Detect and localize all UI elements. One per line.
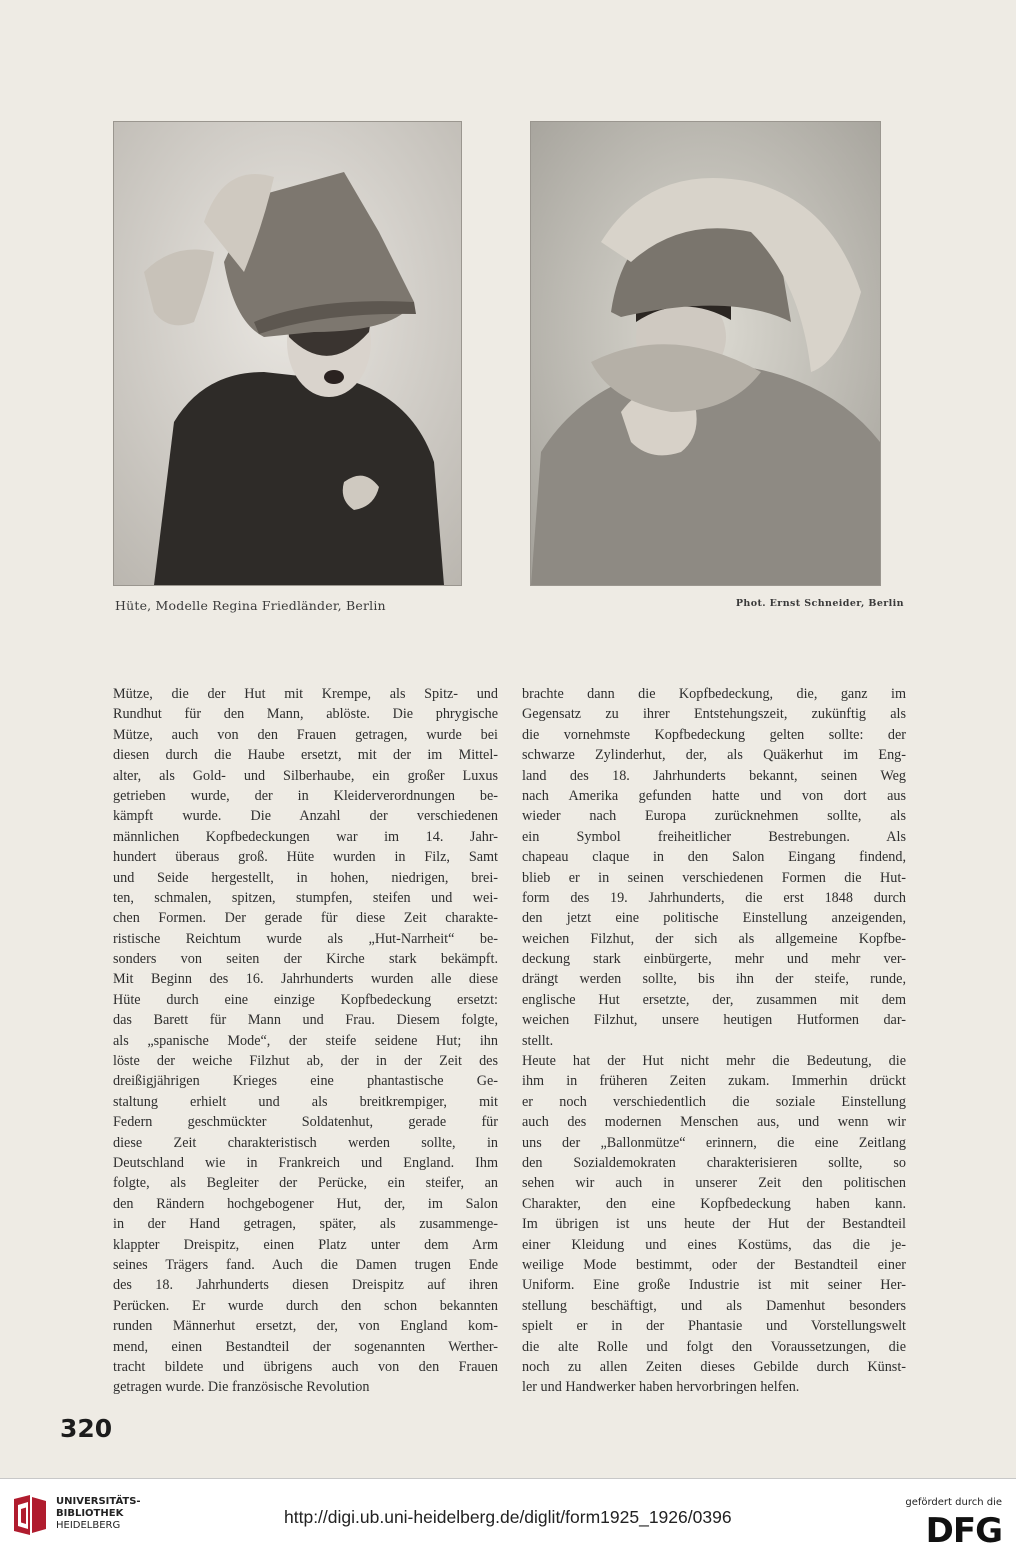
text-line: den Sozialdemokraten charakterisieren sollte, so	[522, 1154, 906, 1171]
text-line: weichen Filzhut, unsere heutigen Hutformen dar-	[522, 1012, 906, 1029]
text-line: uns der „Ballonmütze“ erinnern, die eine Zeitlang	[522, 1134, 906, 1151]
library-name-line-1: UNIVERSITÄTS-	[56, 1496, 141, 1507]
text-line: ten, schmalen, spitzen, stumpfen, steifen und wei-	[113, 889, 498, 906]
text-line: Deutschland wie in Frankreich und England. Ihm	[113, 1154, 498, 1171]
text-line: Charakter, den eine Kopfbedeckung haben kann.	[522, 1195, 906, 1212]
photo-caption-left: Hüte, Modelle Regina Friedländer, Berlin	[115, 598, 386, 613]
text-line: einer Kleidung und eines Kostüms, das die je-	[522, 1236, 906, 1253]
text-line: ler und Handwerker haben hervorbringen helfen.	[522, 1379, 800, 1396]
text-line: Mütze, die der Hut mit Krempe, als Spitz- und	[113, 686, 498, 702]
funding-note: gefördert durch die	[905, 1497, 1002, 1508]
library-name-line-2: BIBLIOTHEK	[56, 1508, 124, 1519]
text-line: chen Formen. Der gerade für diese Zeit charakte-	[113, 910, 498, 927]
photo-credit: Phot. Ernst Schneider, Berlin	[735, 598, 904, 609]
text-line: seines Trägers fand. Auch die Damen trugen Ende	[113, 1256, 498, 1273]
text-line: Federn geschmückter Soldatenhut, gerade für	[113, 1114, 498, 1131]
text-line: er noch verschiedentlich die soziale Einstellung	[522, 1093, 906, 1110]
text-line: Im übrigen ist uns heute der Hut der Bestandteil	[522, 1216, 906, 1233]
text-line: die alte Rolle und folgt den Voraussetzungen, die	[522, 1338, 906, 1355]
text-line: runden Männerhut ersetzt, der, von England kom-	[113, 1318, 498, 1335]
text-line: schwarze Zylinderhut, der, als Quäkerhut im Eng-	[522, 747, 906, 764]
text-line: in der Hand getragen, später, als zusammenge-	[113, 1216, 498, 1233]
text-column-left	[113, 684, 498, 1398]
text-line: den Rändern hochgebogener Hut, der, im Salon	[113, 1195, 498, 1212]
text-line: ihm in früheren Zeiten zukam. Immerhin drückt	[522, 1073, 906, 1090]
text-line: männlichen Kopfbedeckungen war im 14. Jahr-	[113, 828, 498, 845]
text-line: Hüte durch eine einzige Kopfbedeckung ersetzt:	[113, 991, 498, 1008]
text-line: stellung beschäftigt, und als Damenhut besonders	[522, 1297, 906, 1314]
text-line: Gegensatz zu ihrer Entstehungszeit, zukünftig als	[522, 706, 906, 723]
text-line: und Seide hergestellt, in hohen, niedrigen, brei-	[113, 869, 498, 886]
text-line: klappter Dreispitz, einen Platz unter dem Arm	[113, 1236, 498, 1253]
text-line: diese Zeit charakteristisch werden sollte, in	[113, 1134, 498, 1151]
text-line: die vornehmste Kopfbedeckung gelten sollte: der	[522, 726, 906, 743]
text-line: deckung stark einbürgerte, mehr und mehr ver-	[522, 951, 906, 968]
text-line: Rundhut für den Mann, ablöste. Die phrygische	[113, 706, 498, 723]
text-line: löste der weiche Filzhut ab, der in der Zeit des	[113, 1053, 498, 1070]
university-library-logo-icon	[10, 1493, 50, 1537]
text-line: noch zu allen Zeiten dieses Gebilde durch Künst-	[522, 1358, 906, 1375]
text-line: englische Hut ersetzte, der, zusammen mit dem	[522, 991, 906, 1008]
library-name-line-3: HEIDELBERG	[56, 1520, 121, 1531]
text-line: Perücken. Er wurde durch den schon bekannten	[113, 1297, 498, 1314]
text-line: kämpft wurde. Die Anzahl der verschiedenen	[113, 808, 498, 825]
text-line: getrieben wurde, der in Kleiderverordnungen be-	[113, 787, 498, 804]
text-line: folgte, als Begleiter der Perücke, ein steifer, an	[113, 1175, 498, 1192]
text-line: auch des modernen Menschen aus, und wenn wir	[522, 1114, 906, 1131]
text-line: weilige Mode bestimmt, oder der Bestandteil einer	[522, 1256, 906, 1273]
photo-hat-velvet-feathers	[113, 121, 462, 586]
text-line: mend, einen Bestandteil der sogenannten Werther-	[113, 1338, 498, 1355]
text-line: drängt werden sollte, bis ihn der steife, runde,	[522, 971, 906, 988]
text-line: Mit Beginn des 16. Jahrhunderts wurden alle diese	[113, 971, 498, 988]
text-line: blieb er in seinen verschiedenen Formen die Hut-	[522, 869, 906, 886]
text-line: diesen durch die Haube ersetzt, mit der im Mittel-	[113, 747, 498, 764]
text-line: Mütze, auch von den Frauen getragen, wurde bei	[113, 726, 498, 743]
text-line: ein Symbol freiheitlicher Bestrebungen. Als	[522, 828, 906, 845]
text-line: brachte dann die Kopfbedeckung, die, ganz im	[522, 686, 906, 702]
text-line: tracht bildete und übrigens auch von den Frauen	[113, 1358, 498, 1375]
text-line: spielt er in der Phantasie und Vorstellungswelt	[522, 1318, 906, 1335]
text-line: weichen Filzhut, der sich als allgemeine Kopfbe-	[522, 930, 906, 947]
page-number: 320	[60, 1414, 113, 1443]
text-line: land des 18. Jahrhunderts bekannt, seinen Weg	[522, 767, 906, 784]
text-line: das Barett für Mann und Frau. Diesem folgte,	[113, 1012, 498, 1029]
photo-hat-ostrich-plumes	[530, 121, 881, 586]
text-line: Uniform. Eine große Industrie ist mit seiner Her-	[522, 1277, 906, 1294]
source-url-link[interactable]: http://digi.ub.uni-heidelberg.de/diglit/form1925_1926/0396	[284, 1507, 732, 1527]
dfg-logo: DFG	[925, 1511, 1002, 1551]
text-line: hundert überaus groß. Hüte wurden in Filz, Samt	[113, 849, 498, 866]
text-line: als „spanische Mode“, der steife seidene Hut; ihn	[113, 1032, 498, 1049]
text-line: wieder nach Europa zurücknehmen sollte, als	[522, 808, 906, 825]
text-line: staltung erhielt und als breitkrempiger, mit	[113, 1093, 498, 1110]
text-line: dreißigjährigen Krieges eine phantastische Ge-	[113, 1073, 498, 1090]
text-line: alter, als Gold- und Silberhaube, ein großer Luxus	[113, 767, 498, 784]
text-line: form des 19. Jahrhunderts, die erst 1848 durch	[522, 889, 906, 906]
text-column-right	[522, 684, 906, 1398]
text-line: des 18. Jahrhunderts diesen Dreispitz auf ihren	[113, 1277, 498, 1294]
text-line: sehen wir auch in unserer Zeit den politischen	[522, 1175, 906, 1192]
text-line: stellt.	[522, 1032, 554, 1049]
text-line: chapeau claque in den Salon Eingang findend,	[522, 849, 906, 866]
text-line: ristische Reichtum wurde als „Hut-Narrheit“ be-	[113, 930, 498, 947]
text-line: Heute hat der Hut nicht mehr die Bedeutung, die	[522, 1053, 906, 1070]
text-line: den jetzt eine politische Einstellung anzeigenden,	[522, 910, 906, 927]
text-line: getragen wurde. Die französische Revolution	[113, 1379, 370, 1396]
library-name	[56, 1496, 141, 1532]
text-line: sonders von seiten der Kirche stark bekämpft.	[113, 951, 498, 968]
text-line: nach Amerika gefunden hatte und von dort aus	[522, 787, 906, 804]
digitization-footer	[0, 1478, 1016, 1563]
